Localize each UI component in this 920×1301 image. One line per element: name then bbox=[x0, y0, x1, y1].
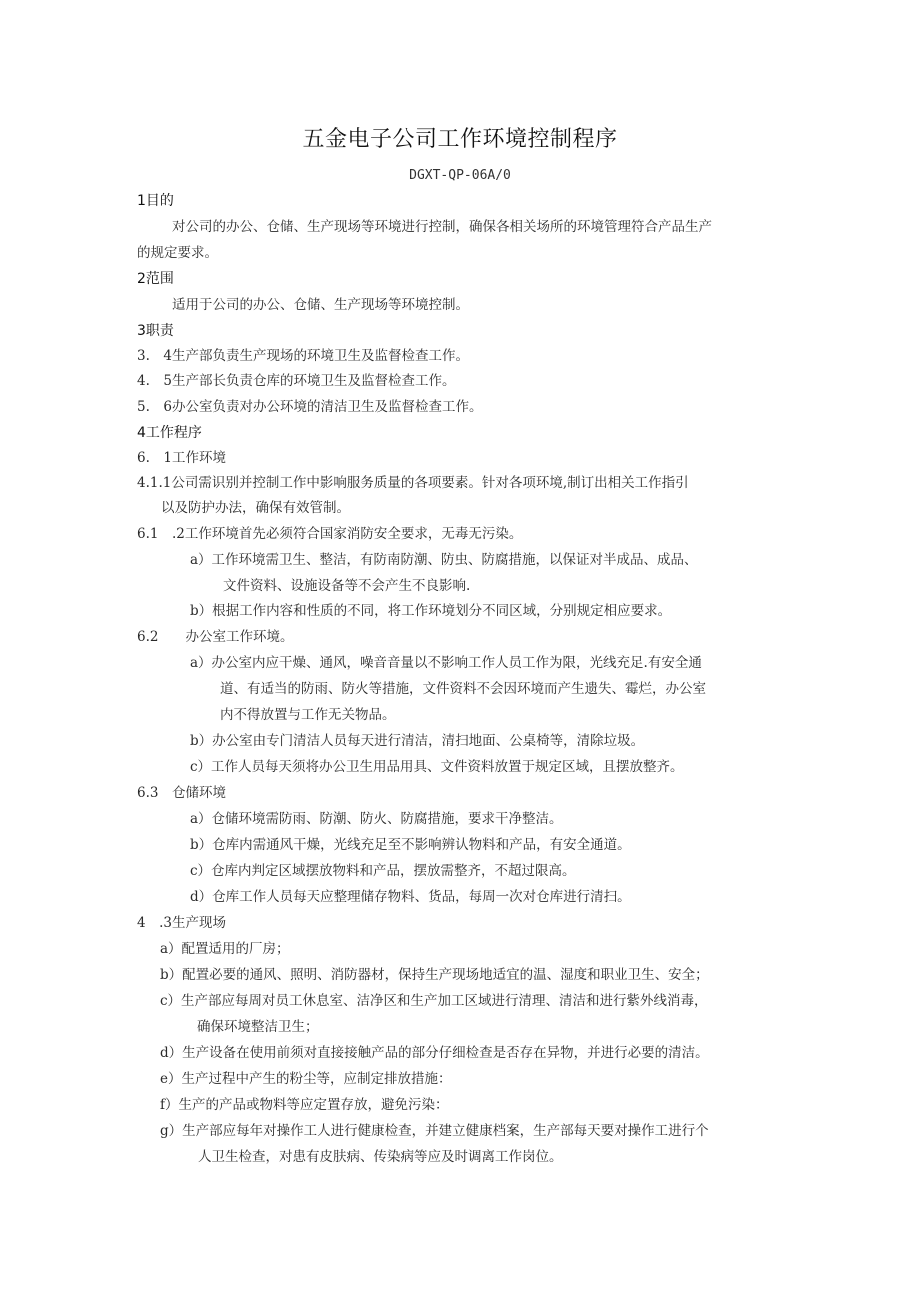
list-item: d）生产设备在使用前须对直接接触产品的部分仔细检查是否存在异物，并进行必要的清洁。 bbox=[160, 1045, 709, 1061]
list-item: b）根据工作内容和性质的不同，将工作环境划分不同区域，分别规定相应要求。 bbox=[190, 603, 672, 619]
list-item: 6.3 仓储环境 bbox=[137, 785, 226, 801]
list-item: a）办公室内应干燥、通风，噪音音量以不影响工作人员工作为限，光线充足.有安全通 bbox=[190, 655, 702, 671]
document-title: 五金电子公司工作环境控制程序 bbox=[302, 127, 618, 152]
paragraph-line: 适用于公司的办公、仓储、生产现场等环境控制。 bbox=[172, 297, 469, 313]
paragraph-line: 内不得放置与工作无关物品。 bbox=[220, 707, 396, 723]
list-item: 5. 6办公室负责对办公环境的清洁卫生及监督检查工作。 bbox=[137, 399, 483, 415]
section-heading-purpose: 1目的 bbox=[137, 193, 174, 209]
paragraph-line: 以及防护办法，确保有效管制。 bbox=[161, 500, 350, 516]
list-item: 6. 1工作环境 bbox=[137, 450, 226, 466]
list-item: c）生产部应每周对员工休息室、洁净区和生产加工区域进行清理、清洁和进行紫外线消毒， bbox=[160, 993, 708, 1009]
list-item: e）生产过程中产生的粉尘等，应制定排放措施： bbox=[160, 1071, 452, 1087]
list-item: c）仓库内判定区域摆放物料和产品，摆放需整齐，不超过限高。 bbox=[190, 863, 576, 879]
paragraph-line: 人卫生检查，对患有皮肤病、传染病等应及时调离工作岗位。 bbox=[198, 1149, 563, 1165]
list-item: 4. 5生产部长负责仓库的环境卫生及监督检查工作。 bbox=[137, 373, 456, 389]
list-item: 6.1 .2工作环境首先必须符合国家消防安全要求，无毒无污染。 bbox=[137, 526, 523, 542]
list-item: c）工作人员每天须将办公卫生用品用具、文件资料放置于规定区域，且摆放整齐。 bbox=[190, 759, 684, 775]
section-heading-scope: 2范围 bbox=[137, 271, 174, 287]
paragraph-line: 确保环境整洁卫生； bbox=[197, 1019, 319, 1035]
list-item: a）配置适用的厂房； bbox=[160, 941, 290, 957]
list-item: b）办公室由专门清洁人员每天进行清洁，清扫地面、公桌椅等，清除垃圾。 bbox=[190, 733, 645, 749]
paragraph-line: 4.1.1公司需识别并控制工作中影响服务质量的各项要素。针对各项环境,制订出相关工作指引 bbox=[137, 475, 689, 491]
list-item: b）仓库内需通风干燥，光线充足至不影响辨认物料和产品，有安全通道。 bbox=[190, 837, 631, 853]
paragraph-line: 对公司的办公、仓储、生产现场等环境进行控制，确保各相关场所的环境管理符合产品生产 bbox=[172, 219, 712, 235]
list-item: b）配置必要的通风、照明、消防器材，保持生产现场地适宜的温、湿度和职业卫生、安全； bbox=[160, 967, 709, 983]
paragraph-line: 文件资料、设施设备等不会产生不良影响. bbox=[223, 578, 471, 594]
list-item: a）工作环境需卫生、整洁，有防南防潮、防虫、防腐措施，以保证对半成品、成品、 bbox=[190, 552, 698, 568]
document-code: DGXT-QP-06A/0 bbox=[409, 168, 511, 183]
list-item: 4 .3生产现场 bbox=[137, 915, 226, 931]
paragraph-line: 的规定要求。 bbox=[137, 245, 218, 261]
list-item: f）生产的产品或物料等应定置存放，避免污染： bbox=[160, 1097, 449, 1113]
list-item: a）仓储环境需防雨、防潮、防火、防腐措施，要求干净整洁。 bbox=[190, 811, 563, 827]
section-heading-responsibility: 3职责 bbox=[137, 323, 174, 339]
paragraph-line: 道、有适当的防雨、防火等措施，文件资料不会因环境而产生遗失、霉烂，办公室 bbox=[220, 681, 706, 697]
list-item: 3. 4生产部负责生产现场的环境卫生及监督检查工作。 bbox=[137, 348, 469, 364]
list-item: d）仓库工作人员每天应整理储存物料、货品，每周一次对仓库进行清扫。 bbox=[190, 889, 631, 905]
list-item: g）生产部应每年对操作工人进行健康检查，并建立健康档案，生产部每天要对操作工进行个 bbox=[160, 1123, 709, 1139]
list-item: 6.2 办公室工作环境。 bbox=[137, 629, 294, 645]
section-heading-procedure: 4工作程序 bbox=[137, 425, 202, 441]
